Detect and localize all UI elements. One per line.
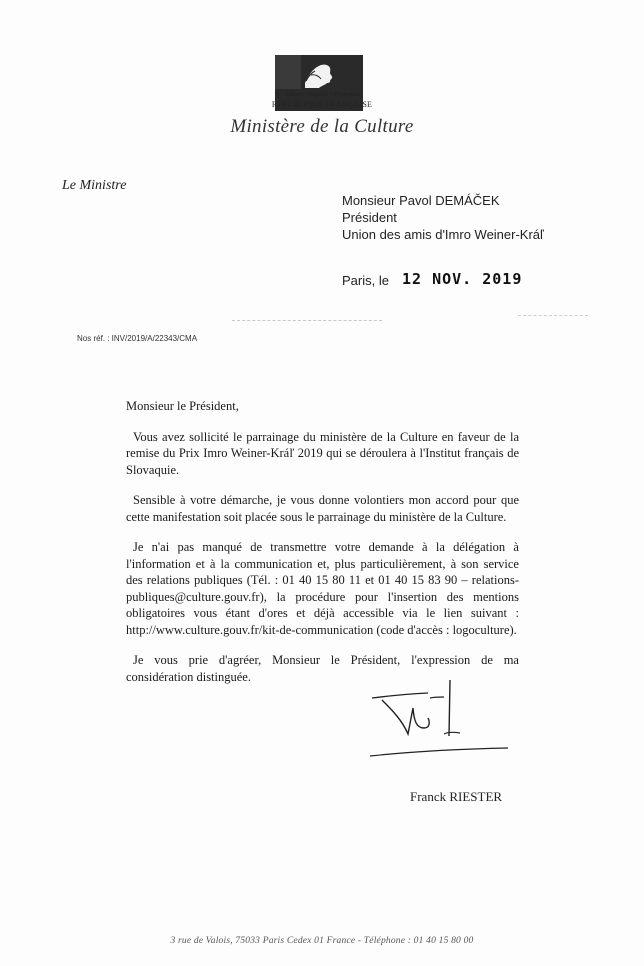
fold-mark <box>518 315 588 316</box>
motto: Liberté • Égalité • Fraternité <box>285 91 361 98</box>
paragraph-1: Vous avez sollicité le parrainage du ministère de la Culture en faveur de la remise du Prix Imro Weiner-Kráľ 2019 qui se déroulera à l'Institut français de Slovaquie. <box>126 429 519 477</box>
recipient-organization: Union des amis d'Imro Weiner-Kráľ <box>342 227 544 242</box>
letter-body <box>126 398 519 699</box>
recipient-title: Président <box>342 210 397 225</box>
salutation: Monsieur le Président, <box>126 399 239 413</box>
handwritten-signature <box>368 676 510 776</box>
sender-role: Le Ministre <box>62 178 127 193</box>
signer-name: Franck RIESTER <box>410 789 503 804</box>
paragraph-3: Je n'ai pas manqué de transmettre votre demande à la délégation à l'information et à la communication et, plus particulièrement, à son service des relations publiques (Tél. : 01 40 15 80 11 et 01 40 15 83 90 – relations-publiques@culture.gouv.fr), la procédure pour l'insertion des mentions obligatoires vous étant d'ores et déjà accessible via le lien suivant : http://www.culture.gouv.fr/kit-de-communication (code d'accès : logoculture). <box>126 540 519 637</box>
fold-mark <box>232 320 382 321</box>
paragraph-2: Sensible à votre démarche, je vous donne volontiers mon accord pour que cette manifestation soit placée sous le parrainage du ministère de la Culture. <box>126 493 519 524</box>
recipient-address <box>342 192 544 243</box>
date-stamp: 12 NOV. 2019 <box>402 270 523 288</box>
ministry-name: Ministère de la Culture <box>230 116 414 137</box>
reference-number: Nos réf. : INV/2019/A/22343/CMA <box>77 334 198 343</box>
paragraph-4: Je vous prie d'agréer, Monsieur le Président, l'expression de ma considération distinguée. <box>126 653 519 684</box>
footer-address: 3 rue de Valois, 75033 Paris Cedex 01 France - Téléphone : 01 40 15 80 00 <box>170 936 474 946</box>
date-label: Paris, le <box>342 273 389 288</box>
republic-name: RÉPUBLIQUE FRANÇAISE <box>271 100 373 109</box>
marianne-profile-icon <box>275 55 363 89</box>
recipient-name: Monsieur Pavol DEMÁČEK <box>342 193 500 208</box>
